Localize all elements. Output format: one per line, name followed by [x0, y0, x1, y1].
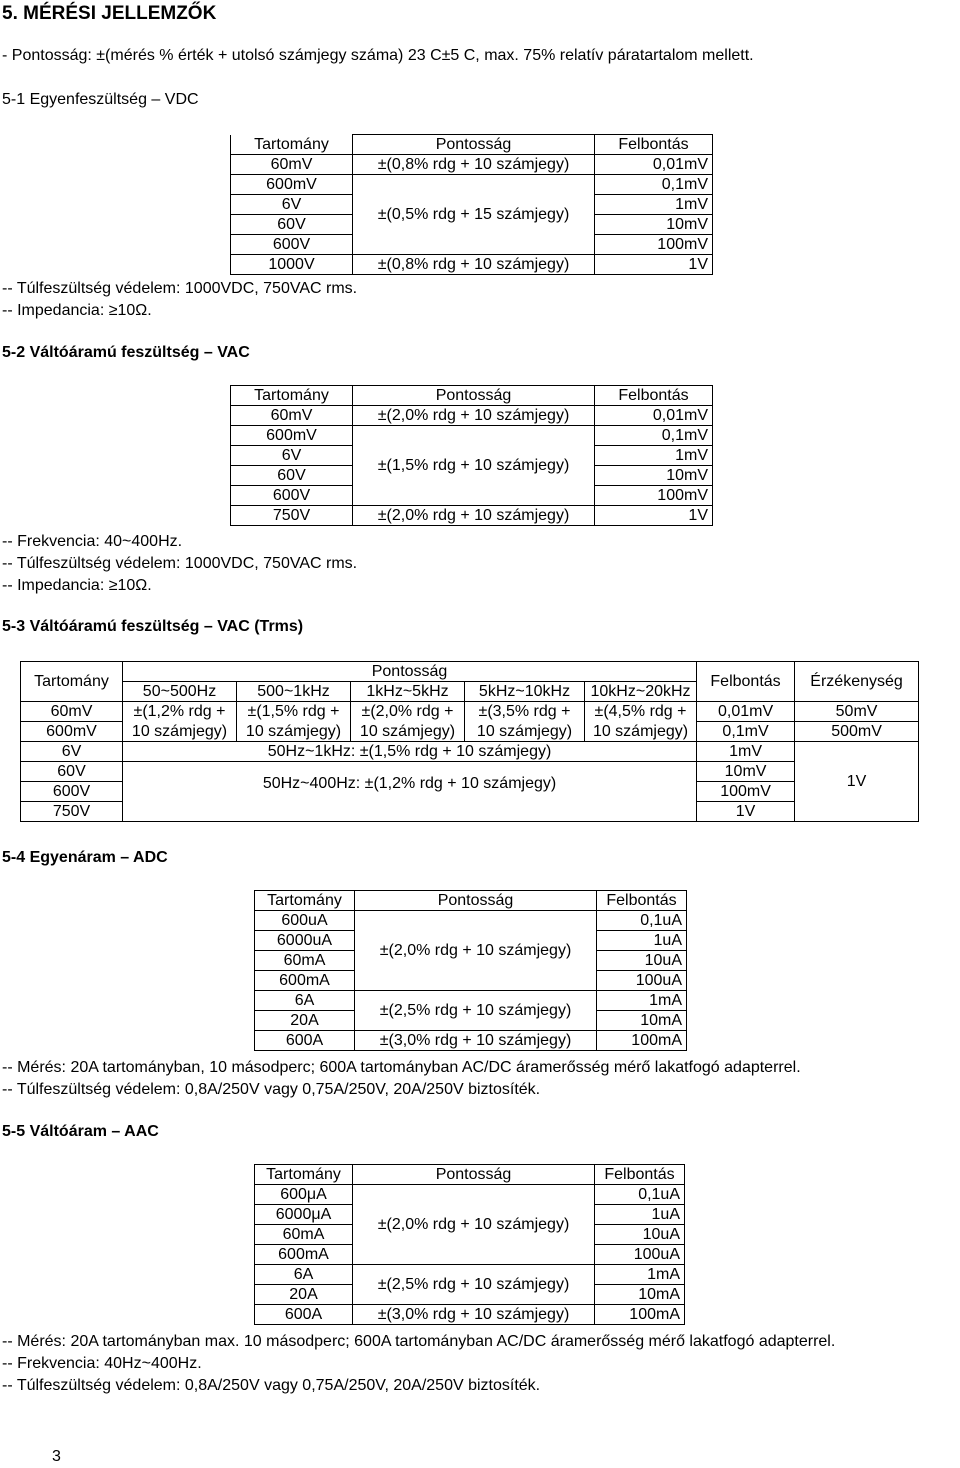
header-accuracy: Pontosság	[123, 662, 697, 682]
dcv-table	[230, 134, 713, 275]
resolution-cell: 0,1mV	[595, 175, 713, 195]
table-row	[21, 762, 919, 782]
sensitivity-cell: 500mV	[795, 722, 919, 742]
table-row	[255, 1165, 685, 1185]
accuracy-intro: - Pontosság: ±(mérés % érték + utolsó számjegy száma) 23 C±5 C, max. 75% relatív páratartalom mellett.	[2, 47, 754, 64]
range-cell: 600A	[255, 1031, 355, 1051]
table-row	[255, 1265, 685, 1285]
range-cell: 60mA	[255, 1225, 353, 1245]
resolution-cell: 0,1mV	[697, 722, 795, 742]
table-row	[231, 175, 713, 195]
accuracy-cell: 10 számjegy)	[123, 722, 237, 742]
freq-header: 500~1kHz	[237, 682, 351, 702]
range-cell: 20A	[255, 1285, 353, 1305]
header-accuracy: Pontosság	[353, 135, 595, 155]
range-cell: 6000uA	[255, 931, 355, 951]
header-resolution: Felbontás	[595, 135, 713, 155]
dca-note: -- Mérés: 20A tartományban, 10 másodperc; 600A tartományban AC/DC áramerősség mérő lakatfogó adapterrel.	[2, 1059, 801, 1076]
accuracy-cell: ±(2,5% rdg + 10 számjegy)	[355, 991, 597, 1031]
resolution-cell: 1mA	[597, 991, 687, 1011]
range-cell: 20A	[255, 1011, 355, 1031]
range-cell: 600mA	[255, 1245, 353, 1265]
accuracy-cell: ±(1,5% rdg +	[237, 702, 351, 722]
accuracy-cell: ±(2,0% rdg + 10 számjegy)	[353, 506, 595, 526]
section-acv-title: 5-2 Váltóáramú feszültség – VAC	[2, 344, 250, 361]
header-resolution: Felbontás	[697, 662, 795, 702]
resolution-cell: 100uA	[595, 1245, 685, 1265]
resolution-cell: 0,01mV	[595, 155, 713, 175]
resolution-cell: 10mV	[595, 466, 713, 486]
header-accuracy: Pontosság	[353, 1165, 595, 1185]
range-cell: 600V	[231, 235, 353, 255]
accuracy-cell: ±(3,0% rdg + 10 számjegy)	[355, 1031, 597, 1051]
resolution-cell: 100mV	[595, 486, 713, 506]
range-cell: 60V	[231, 466, 353, 486]
resolution-cell: 100uA	[597, 971, 687, 991]
page-number: 3	[52, 1448, 61, 1465]
aca-note: -- Frekvencia: 40Hz~400Hz.	[2, 1355, 202, 1372]
range-cell: 6000μA	[255, 1205, 353, 1225]
resolution-cell: 1mV	[697, 742, 795, 762]
aca-note: -- Túlfeszültség védelem: 0,8A/250V vagy 0,75A/250V, 20A/250V biztosíték.	[2, 1377, 541, 1394]
resolution-cell: 1V	[697, 802, 795, 822]
range-cell: 6V	[231, 195, 353, 215]
table-row	[255, 1031, 687, 1051]
accuracy-cell: ±(0,8% rdg + 10 számjegy)	[353, 155, 595, 175]
resolution-cell: 10mA	[597, 1011, 687, 1031]
section-aca-title: 5-5 Váltóáram – AAC	[2, 1123, 159, 1140]
resolution-cell: 1V	[595, 506, 713, 526]
header-range: Tartomány	[255, 891, 355, 911]
freq-header: 10kHz~20kHz	[585, 682, 697, 702]
table-row	[255, 911, 687, 931]
resolution-cell: 0,1mV	[595, 426, 713, 446]
acv-note: -- Impedancia: ≥10Ω.	[2, 577, 152, 594]
freq-header: 5kHz~10kHz	[465, 682, 585, 702]
aca-note: -- Mérés: 20A tartományban max. 10 másodperc; 600A tartományban AC/DC áramerősség mérő lakatfogó adapterrel.	[2, 1333, 836, 1350]
resolution-cell: 10mA	[595, 1285, 685, 1305]
accuracy-cell: ±(3,5% rdg +	[465, 702, 585, 722]
range-cell: 600V	[21, 782, 123, 802]
range-cell: 750V	[231, 506, 353, 526]
resolution-cell: 1mV	[595, 446, 713, 466]
range-cell: 600V	[231, 486, 353, 506]
resolution-cell: 10mV	[595, 215, 713, 235]
dcv-note: -- Impedancia: ≥10Ω.	[2, 302, 152, 319]
range-cell: 60mV	[231, 406, 353, 426]
range-cell: 600uA	[255, 911, 355, 931]
section-dca-title: 5-4 Egyenáram – ADC	[2, 849, 168, 866]
range-cell: 600mV	[231, 175, 353, 195]
header-accuracy: Pontosság	[355, 891, 597, 911]
table-row	[255, 991, 687, 1011]
range-cell: 600mV	[231, 426, 353, 446]
table-row	[21, 662, 919, 682]
range-cell: 6A	[255, 1265, 353, 1285]
resolution-cell: 0,1uA	[595, 1185, 685, 1205]
table-row	[255, 1305, 685, 1325]
acv-note: -- Túlfeszültség védelem: 1000VDC, 750VAC rms.	[2, 555, 358, 572]
table-row	[255, 891, 687, 911]
sensitivity-cell: 1V	[795, 742, 919, 822]
range-cell: 60mV	[21, 702, 123, 722]
table-row	[21, 702, 919, 722]
table-row	[21, 722, 919, 742]
table-row	[231, 135, 713, 155]
resolution-cell: 0,01mV	[595, 406, 713, 426]
resolution-cell: 10uA	[595, 1225, 685, 1245]
dcv-note: -- Túlfeszültség védelem: 1000VDC, 750VAC rms.	[2, 280, 358, 297]
range-cell: 600mV	[21, 722, 123, 742]
resolution-cell: 10mV	[697, 762, 795, 782]
accuracy-cell: ±(3,0% rdg + 10 számjegy)	[353, 1305, 595, 1325]
table-row	[231, 506, 713, 526]
accuracy-cell: ±(2,0% rdg + 10 számjegy)	[355, 911, 597, 991]
resolution-cell: 100mA	[597, 1031, 687, 1051]
accuracy-cell: 10 számjegy)	[585, 722, 697, 742]
header-resolution: Felbontás	[595, 386, 713, 406]
range-cell: 60mV	[231, 155, 353, 175]
header-resolution: Felbontás	[597, 891, 687, 911]
resolution-cell: 0,01mV	[697, 702, 795, 722]
accuracy-cell: ±(0,8% rdg + 10 számjegy)	[353, 255, 595, 275]
range-cell: 6A	[255, 991, 355, 1011]
accuracy-cell: ±(0,5% rdg + 15 számjegy)	[353, 175, 595, 255]
section-trms-title: 5-3 Váltóáramú feszültség – VAC (Trms)	[2, 618, 304, 635]
table-row	[231, 406, 713, 426]
resolution-cell: 0,1uA	[597, 911, 687, 931]
dca-table	[254, 890, 687, 1051]
freq-header: 1kHz~5kHz	[351, 682, 465, 702]
accuracy-cell: ±(2,0% rdg + 10 számjegy)	[353, 1185, 595, 1265]
header-sensitivity: Érzékenység	[795, 662, 919, 702]
resolution-cell: 100mA	[595, 1305, 685, 1325]
resolution-cell: 100mV	[595, 235, 713, 255]
range-cell: 6V	[21, 742, 123, 762]
table-row	[231, 426, 713, 446]
sensitivity-cell: 50mV	[795, 702, 919, 722]
accuracy-cell: ±(2,0% rdg + 10 számjegy)	[353, 406, 595, 426]
accuracy-cell: 10 számjegy)	[237, 722, 351, 742]
range-cell: 600μA	[255, 1185, 353, 1205]
table-row	[21, 742, 919, 762]
freq-header: 50~500Hz	[123, 682, 237, 702]
range-cell: 1000V	[231, 255, 353, 275]
table-row	[231, 155, 713, 175]
section-dcv-title: 5-1 Egyenfeszültség – VDC	[2, 91, 199, 108]
accuracy-cell: 50Hz~1kHz: ±(1,5% rdg + 10 számjegy)	[123, 742, 697, 762]
aca-table	[254, 1164, 685, 1325]
accuracy-cell: 10 számjegy)	[351, 722, 465, 742]
page-heading: 5. MÉRÉSI JELLEMZŐK	[2, 3, 217, 24]
accuracy-cell: ±(1,5% rdg + 10 számjegy)	[353, 426, 595, 506]
accuracy-cell: ±(4,5% rdg +	[585, 702, 697, 722]
table-row	[255, 1185, 685, 1205]
resolution-cell: 1mA	[595, 1265, 685, 1285]
table-row	[231, 386, 713, 406]
accuracy-cell: 10 számjegy)	[465, 722, 585, 742]
dca-note: -- Túlfeszültség védelem: 0,8A/250V vagy 0,75A/250V, 20A/250V biztosíték.	[2, 1081, 541, 1098]
table-row	[231, 255, 713, 275]
resolution-cell: 1mV	[595, 195, 713, 215]
range-cell: 60mA	[255, 951, 355, 971]
acv-note: -- Frekvencia: 40~400Hz.	[2, 533, 183, 550]
resolution-cell: 1V	[595, 255, 713, 275]
accuracy-cell: ±(2,5% rdg + 10 számjegy)	[353, 1265, 595, 1305]
header-accuracy: Pontosság	[353, 386, 595, 406]
resolution-cell: 10uA	[597, 951, 687, 971]
header-range: Tartomány	[255, 1165, 353, 1185]
acv-table	[230, 385, 713, 526]
accuracy-cell: ±(1,2% rdg +	[123, 702, 237, 722]
resolution-cell: 100mV	[697, 782, 795, 802]
range-cell: 600mA	[255, 971, 355, 991]
range-cell: 60V	[231, 215, 353, 235]
header-range: Tartomány	[231, 386, 353, 406]
range-cell: 600A	[255, 1305, 353, 1325]
accuracy-cell: ±(2,0% rdg +	[351, 702, 465, 722]
header-range: Tartomány	[21, 662, 123, 702]
trms-table	[20, 661, 919, 822]
accuracy-cell: 50Hz~400Hz: ±(1,2% rdg + 10 számjegy)	[123, 762, 697, 822]
resolution-cell: 1uA	[595, 1205, 685, 1225]
range-cell: 60V	[21, 762, 123, 782]
range-cell: 750V	[21, 802, 123, 822]
range-cell: 6V	[231, 446, 353, 466]
header-range: Tartomány	[231, 135, 353, 155]
resolution-cell: 1uA	[597, 931, 687, 951]
header-resolution: Felbontás	[595, 1165, 685, 1185]
